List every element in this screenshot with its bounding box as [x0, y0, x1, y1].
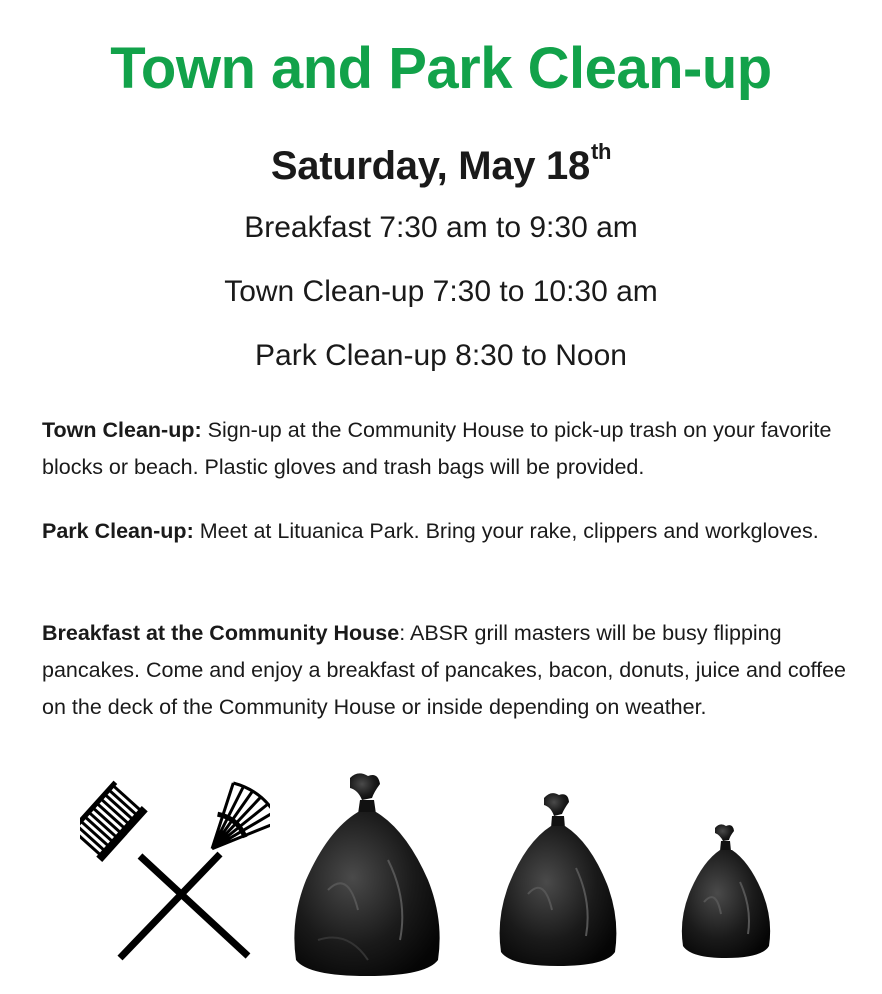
illustrations: [0, 760, 882, 990]
schedule-town-cleanup: Town Clean-up 7:30 to 10:30 am: [224, 275, 658, 308]
crossed-rakes-icon: [80, 776, 270, 966]
section-town-cleanup: [42, 412, 857, 486]
trash-bag-icon: [288, 770, 446, 980]
section-breakfast: [42, 615, 857, 726]
section-text: Sign-up at the Community House to pick-up trash on your favorite blocks or beach. Plastic gloves and trash bags will be provided.: [42, 418, 832, 479]
event-date-suffix: th: [590, 139, 612, 164]
section-heading: Park Clean-up:: [42, 519, 194, 543]
section-heading: Town Clean-up:: [42, 418, 202, 442]
trash-bag-icon: [494, 790, 622, 970]
event-date-text: Saturday, May 18: [270, 144, 590, 188]
event-date: [0, 124, 882, 194]
section-text: : ABSR grill masters will be busy flipping pancakes. Come and enjoy a breakfast of pancakes, bacon, donuts, juice and coffee on the deck of the Community House or inside depending on weather.: [42, 621, 846, 719]
schedule-park-cleanup: Park Clean-up 8:30 to Noon: [255, 339, 627, 372]
trash-bag-icon: [678, 822, 774, 962]
section-heading: Breakfast at the Community House: [42, 621, 400, 645]
flyer-title: Town and Park Clean-up: [110, 36, 772, 101]
section-park-cleanup: [42, 513, 857, 550]
schedule-breakfast: Breakfast 7:30 am to 9:30 am: [244, 211, 638, 244]
section-text: Meet at Lituanica Park. Bring your rake, clippers and workgloves.: [193, 519, 819, 543]
